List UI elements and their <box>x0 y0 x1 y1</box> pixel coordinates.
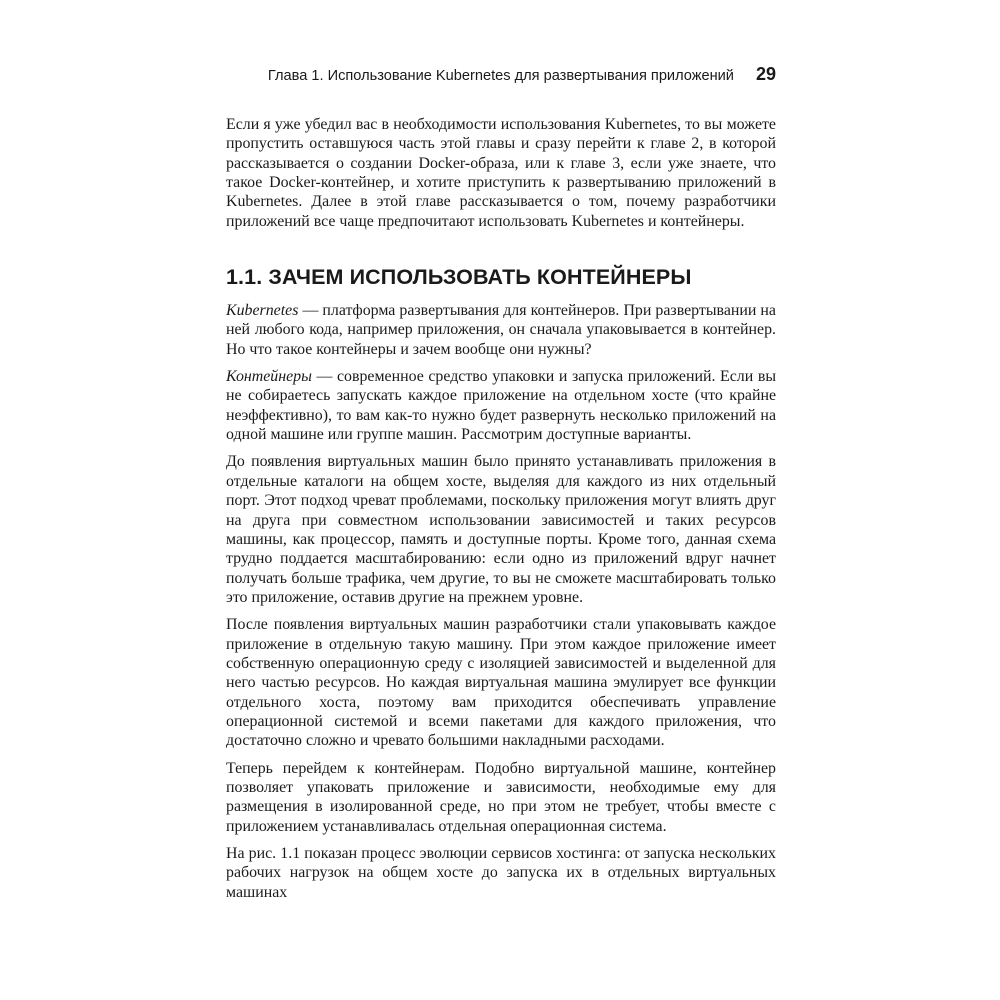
chapter-title: Глава 1. Использование Kubernetes для развертывания приложений <box>267 68 734 84</box>
paragraph-figure-ref: На рис. 1.1 показан процесс эволюции сервисов хостинга: от запуска нескольких рабочих нагрузок на общем хосте до запуска их в отдельных виртуальных машинах <box>226 845 776 901</box>
page-number: 29 <box>755 64 776 84</box>
paragraph-kubernetes <box>226 301 776 359</box>
paragraph-text: — платформа развертывания для контейнеров. При развертывании на ней любого кода, например приложения, он сначала упаковывается в контейнер. Но что такое контейнеры и зачем вообще они нужны? <box>226 302 776 358</box>
term-kubernetes: Kubernetes <box>226 302 299 320</box>
term-containers: Контейнеры <box>226 368 312 386</box>
paragraph-containers-intro: Теперь перейдем к контейнерам. Подобно виртуальной машине, контейнер позволяет упаковать приложение и зависимости, необходимые ему для размещения в изолированной среде, но при этом не требует, чтобы вместе с приложением устанавливалась отдельная операционная система. <box>226 759 776 835</box>
paragraph-containers <box>226 367 776 444</box>
body-text <box>226 115 776 910</box>
running-head <box>226 64 776 88</box>
section-heading: 1.1. ЗАЧЕМ ИСПОЛЬЗОВАТЬ КОНТЕЙНЕРЫ <box>226 265 692 290</box>
paragraph-after-vms: После появления виртуальных машин разработчики стали упаковывать каждое приложение в отдельную такую машину. При этом каждое приложение имеет собственную операционную среду с изоляцией зависимостей и выделенной для него частью ресурсов. Но каждая виртуальная машина эмулирует все функции отдельного хоста, поэтому вам приходится обеспечивать управление операционной системой и всеми пакетами для каждого приложения, что достаточно сложно и чревато большими накладными расходами. <box>226 616 776 750</box>
intro-paragraph: Если я уже убедил вас в необходимости использования Kubernetes, то вы можете пропустить оставшуюся часть этой главы и сразу перейти к главе 2, в которой рассказывается о создании Docker-образа, или к главе 3, если уже знаете, что такое Docker-контейнер, и хотите приступить к развертыванию приложений в Kubernetes. Далее в этой главе рассказывается о том, почему разработчики приложений все чаще предпочитают использовать Kubernetes и контейнеры. <box>226 116 776 230</box>
paragraph-text: — современное средство упаковки и запуска приложений. Если вы не собираетесь запускать каждое приложение на отдельном хосте (что крайне неэффективно), то вам как-то нужно будет развернуть несколько приложений на одной машине или группе машин. Рассмотрим доступные варианты. <box>226 368 776 444</box>
paragraph-before-vms: До появления виртуальных машин было принято устанавливать приложения в отдельные каталоги на общем хосте, выделяя для каждого из них отдельный порт. Этот подход чреват проблемами, поскольку приложения могут влиять друг на друга при совместном использовании зависимостей и таких ресурсов машины, как процессор, память и доступные порты. Кроме того, данная схема трудно поддается масштабированию: если одно из приложений вдруг начнет получать больше трафика, чем другие, то вы не сможете масштабировать только это приложение, оставив другие на прежнем уровне. <box>226 453 776 606</box>
